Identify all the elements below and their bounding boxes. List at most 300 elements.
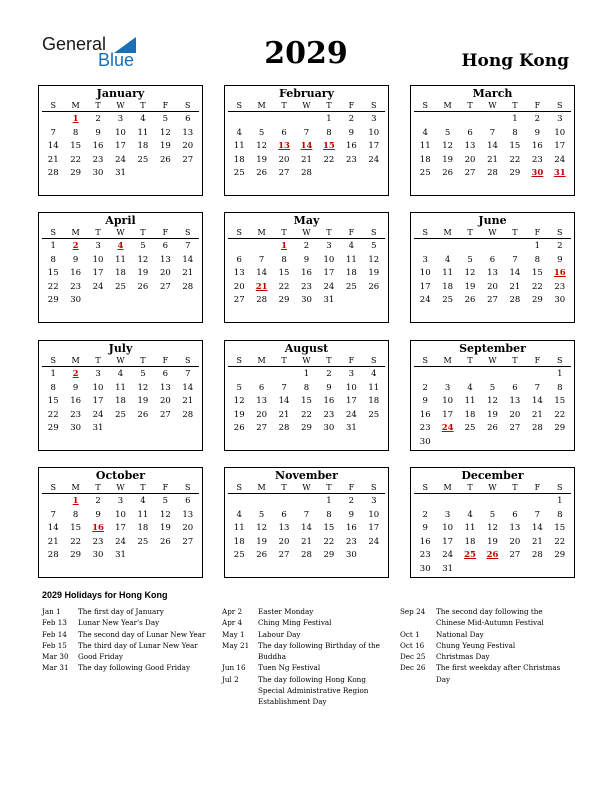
day-cell: 17 — [92, 268, 104, 279]
day-cell: 8 — [281, 254, 287, 265]
day-cell: 16 — [92, 141, 104, 152]
day-cell: 6 — [489, 254, 496, 265]
day-cell: 28 — [531, 550, 543, 561]
day-cell: 15 — [278, 268, 290, 279]
day-grid — [42, 495, 199, 563]
day-cell: 3 — [444, 509, 451, 520]
weekday-label: S — [50, 483, 56, 492]
day-cell: 6 — [162, 241, 169, 251]
day-cell: 4 — [467, 382, 473, 393]
day-cell: 10 — [554, 127, 566, 138]
day-cell: 1 — [326, 496, 332, 506]
day-cell: 19 — [487, 536, 498, 547]
weekday-label: T — [281, 228, 287, 237]
weekday-label: S — [50, 356, 56, 365]
weekday-label: F — [348, 356, 355, 365]
holiday-day-cell: 1 — [72, 496, 79, 506]
holiday-day-cell: 24 — [441, 423, 454, 434]
day-cell: 13 — [464, 141, 476, 152]
day-cell: 28 — [301, 550, 312, 561]
day-cell: 29 — [47, 423, 59, 434]
day-cell: 23 — [70, 409, 82, 420]
day-blank — [459, 495, 481, 509]
day-cell: 20 — [233, 281, 245, 292]
day-cell: 25 — [419, 168, 431, 179]
day-cell: 18 — [368, 396, 380, 407]
holiday-day-cell: 1 — [72, 114, 79, 124]
day-cell: 1 — [50, 241, 56, 251]
day-cell: 12 — [137, 254, 149, 265]
day-cell: 22 — [70, 536, 82, 547]
day-cell: 10 — [368, 509, 380, 520]
day-cell: 1 — [326, 114, 332, 124]
weekday-label: T — [512, 356, 518, 365]
weekday-label: M — [257, 356, 266, 365]
day-cell: 18 — [464, 409, 476, 420]
day-cell: 8 — [72, 509, 79, 520]
day-cell: 4 — [348, 241, 355, 251]
day-cell: 15 — [301, 396, 312, 407]
weekday-label: S — [185, 356, 191, 365]
day-cell: 8 — [50, 382, 56, 393]
weekday-label: T — [512, 228, 518, 237]
day-cell: 2 — [348, 496, 355, 506]
day-cell: 4 — [236, 509, 242, 520]
day-cell: 30 — [92, 550, 104, 561]
day-cell: 29 — [531, 295, 543, 306]
day-cell: 19 — [256, 536, 268, 547]
day-cell: 10 — [442, 523, 454, 534]
month-title: December — [461, 469, 524, 482]
day-cell: 29 — [554, 423, 566, 434]
day-cell: 31 — [442, 563, 454, 574]
weekday-label: S — [185, 483, 191, 492]
weekday-label: M — [71, 356, 80, 365]
month-march — [410, 85, 575, 196]
weekday-label: S — [236, 483, 242, 492]
day-cell: 15 — [70, 523, 82, 534]
day-cell: 9 — [72, 382, 79, 393]
day-cell: 16 — [70, 396, 82, 407]
day-blank — [414, 240, 436, 254]
day-cell: 20 — [278, 154, 290, 165]
weekday-label: S — [557, 483, 563, 492]
day-cell: 26 — [464, 295, 476, 306]
holiday-date: Sep 24 — [400, 607, 426, 616]
day-cell: 15 — [323, 523, 335, 534]
day-cell: 3 — [95, 369, 101, 379]
day-cell: 14 — [182, 382, 194, 393]
day-cell: 21 — [301, 536, 312, 547]
weekday-label: W — [488, 101, 497, 110]
day-cell: 21 — [509, 281, 521, 292]
weekday-label: T — [326, 483, 332, 492]
month-title: March — [472, 87, 513, 100]
weekday-label: T — [467, 483, 473, 492]
holiday-entry — [42, 617, 214, 628]
day-blank — [295, 495, 317, 509]
weekday-label: W — [302, 101, 311, 110]
day-cell: 11 — [345, 254, 357, 265]
holiday-entry — [42, 640, 214, 651]
day-cell: 24 — [554, 154, 566, 165]
day-grid — [414, 368, 571, 450]
holiday-date: Feb 15 — [42, 640, 67, 650]
holiday-name: Tuen Ng Festival — [258, 663, 321, 673]
day-cell: 14 — [278, 396, 290, 407]
day-cell: 16 — [345, 141, 357, 152]
holiday-day-cell: 26 — [486, 550, 499, 561]
day-cell: 21 — [182, 268, 194, 279]
weekday-label: M — [443, 228, 452, 237]
day-cell: 11 — [368, 382, 380, 393]
weekday-header — [228, 227, 385, 239]
day-cell: 7 — [281, 382, 287, 393]
day-cell: 17 — [345, 396, 357, 407]
day-grid — [414, 240, 571, 308]
day-cell: 19 — [442, 154, 454, 165]
weekday-label: S — [422, 483, 428, 492]
day-cell: 5 — [371, 241, 377, 251]
day-cell: 16 — [419, 409, 431, 420]
weekday-label: S — [50, 228, 56, 237]
holiday-name: The day following Hong Kong Special Administrative Region Establishment Day — [258, 674, 369, 707]
day-cell: 1 — [557, 369, 563, 379]
holiday-day-cell: 14 — [300, 141, 313, 152]
day-cell: 17 — [554, 141, 566, 152]
day-cell: 5 — [162, 496, 169, 506]
day-cell: 12 — [487, 396, 498, 407]
day-cell: 5 — [258, 127, 265, 138]
day-cell: 26 — [256, 168, 268, 179]
day-cell: 25 — [368, 409, 380, 420]
holiday-day-cell: 2 — [72, 369, 79, 379]
holiday-name: The first day of January — [78, 607, 164, 616]
weekday-label: S — [236, 228, 242, 237]
day-cell: 9 — [326, 382, 332, 393]
day-cell: 23 — [419, 550, 431, 561]
day-cell: 7 — [534, 509, 541, 520]
day-cell: 13 — [159, 254, 171, 265]
day-cell: 28 — [47, 168, 59, 179]
day-cell: 18 — [419, 154, 431, 165]
weekday-label: F — [348, 101, 355, 110]
holiday-entry — [42, 662, 214, 673]
weekday-label: T — [140, 356, 146, 365]
day-cell: 13 — [256, 396, 268, 407]
day-cell: 26 — [137, 281, 149, 292]
day-cell: 9 — [72, 254, 79, 265]
holiday-entry — [400, 606, 570, 629]
weekday-header — [228, 355, 385, 367]
day-cell: 12 — [256, 141, 268, 152]
day-cell: 9 — [95, 509, 101, 520]
day-cell: 19 — [159, 141, 171, 152]
holiday-day-cell: 4 — [117, 241, 124, 251]
day-cell: 26 — [159, 154, 171, 165]
day-cell: 25 — [137, 536, 149, 547]
weekday-label: T — [281, 483, 287, 492]
day-cell: 28 — [256, 295, 268, 306]
weekday-label: T — [95, 483, 101, 492]
day-cell: 2 — [557, 241, 563, 251]
day-cell: 14 — [182, 254, 194, 265]
weekday-label: S — [185, 101, 191, 110]
day-blank — [504, 240, 526, 254]
holiday-name: Lunar New Year's Day — [78, 618, 160, 628]
holiday-date: Feb 13 — [42, 618, 67, 628]
day-cell: 8 — [557, 382, 563, 393]
holiday-day-cell: 30 — [531, 168, 544, 179]
holiday-entry — [222, 617, 392, 628]
weekday-label: F — [348, 483, 355, 492]
weekday-label: S — [557, 101, 563, 110]
day-cell: 4 — [140, 496, 146, 506]
day-cell: 21 — [278, 409, 290, 420]
day-cell: 17 — [419, 281, 431, 292]
weekday-label: S — [371, 356, 377, 365]
day-cell: 21 — [487, 154, 498, 165]
weekday-label: T — [140, 101, 146, 110]
day-cell: 18 — [464, 536, 476, 547]
day-cell: 9 — [95, 127, 101, 138]
day-cell: 30 — [345, 550, 357, 561]
day-cell: 18 — [233, 536, 245, 547]
day-cell: 19 — [137, 268, 149, 279]
day-cell: 12 — [233, 396, 245, 407]
day-cell: 11 — [442, 268, 454, 279]
weekday-header — [42, 482, 199, 494]
day-cell: 5 — [236, 382, 242, 393]
weekday-label: S — [557, 356, 563, 365]
day-blank — [481, 113, 503, 127]
day-cell: 6 — [281, 509, 287, 520]
logo-general-text: General — [42, 34, 107, 54]
day-cell: 21 — [47, 536, 59, 547]
day-blank — [436, 495, 458, 509]
day-cell: 19 — [137, 396, 149, 407]
day-cell: 3 — [95, 241, 101, 251]
day-cell: 22 — [301, 409, 312, 420]
weekday-label: W — [302, 356, 311, 365]
day-cell: 14 — [301, 523, 312, 534]
holiday-name: The first weekday after Christmas Day — [436, 663, 561, 684]
day-cell: 28 — [531, 423, 543, 434]
day-blank — [42, 113, 64, 127]
day-cell: 26 — [256, 550, 268, 561]
day-cell: 11 — [115, 254, 126, 265]
day-cell: 22 — [554, 536, 566, 547]
day-cell: 15 — [509, 141, 521, 152]
month-title: February — [278, 87, 334, 100]
day-cell: 28 — [301, 168, 312, 179]
holiday-day-cell: 31 — [553, 168, 566, 179]
month-june — [410, 212, 575, 323]
day-cell: 17 — [442, 536, 454, 547]
day-blank — [526, 495, 548, 509]
day-cell: 7 — [303, 127, 310, 138]
day-cell: 6 — [512, 509, 518, 520]
day-blank — [42, 495, 64, 509]
weekday-label: S — [422, 228, 428, 237]
day-cell: 3 — [117, 496, 124, 506]
day-blank — [459, 368, 481, 382]
day-cell: 27 — [233, 295, 245, 306]
day-cell: 27 — [487, 295, 498, 306]
day-cell: 27 — [509, 550, 521, 561]
weekday-label: F — [162, 483, 169, 492]
weekday-label: T — [95, 356, 101, 365]
holiday-name: The day following Birthday of the Buddha — [258, 640, 380, 662]
day-cell: 22 — [70, 154, 82, 165]
day-cell: 2 — [348, 114, 355, 124]
weekday-label: M — [257, 483, 266, 492]
day-cell: 28 — [182, 409, 194, 420]
day-cell: 25 — [233, 168, 245, 179]
day-cell: 8 — [326, 509, 332, 520]
weekday-label: S — [422, 101, 428, 110]
weekday-header — [228, 100, 385, 112]
holiday-date: Feb 14 — [42, 629, 67, 639]
holiday-name: The second day of Lunar New Year — [78, 629, 206, 639]
weekday-label: T — [326, 356, 332, 365]
day-cell: 10 — [345, 382, 357, 393]
day-blank — [250, 240, 272, 254]
holiday-date: Apr 4 — [222, 618, 243, 628]
day-cell: 29 — [278, 295, 290, 306]
day-cell: 7 — [50, 509, 56, 520]
day-cell: 7 — [185, 369, 191, 379]
day-cell: 17 — [368, 523, 380, 534]
day-cell: 25 — [464, 423, 476, 434]
day-cell: 8 — [326, 127, 332, 138]
day-grid — [228, 113, 385, 181]
day-grid — [414, 113, 571, 181]
day-cell: 30 — [92, 168, 104, 179]
day-cell: 9 — [348, 509, 355, 520]
weekday-header — [414, 100, 571, 112]
day-cell: 5 — [489, 382, 496, 393]
day-cell: 20 — [509, 536, 521, 547]
holiday-date: Mar 30 — [42, 652, 69, 662]
day-cell: 27 — [182, 154, 194, 165]
day-cell: 9 — [557, 254, 563, 265]
day-cell: 24 — [92, 281, 104, 292]
day-cell: 10 — [92, 382, 104, 393]
day-cell: 31 — [92, 423, 104, 434]
day-blank — [414, 368, 436, 382]
holiday-name: Chung Yeung Festival — [436, 640, 516, 650]
weekday-label: M — [257, 228, 266, 237]
day-cell: 18 — [345, 268, 357, 279]
day-cell: 27 — [278, 550, 290, 561]
day-cell: 16 — [70, 268, 82, 279]
holiday-date: Jun 16 — [222, 663, 246, 673]
day-cell: 24 — [442, 550, 454, 561]
day-cell: 25 — [345, 281, 357, 292]
day-cell: 10 — [419, 268, 431, 279]
holiday-name: The third day of Lunar New Year — [78, 640, 198, 650]
day-cell: 22 — [323, 154, 335, 165]
weekday-label: F — [162, 356, 169, 365]
day-blank — [436, 240, 458, 254]
weekday-label: S — [371, 101, 377, 110]
day-cell: 26 — [233, 423, 245, 434]
day-cell: 28 — [509, 295, 521, 306]
holiday-name: Labour Day — [258, 629, 301, 639]
day-cell: 6 — [185, 114, 191, 124]
day-cell: 20 — [159, 268, 171, 279]
day-cell: 26 — [159, 536, 171, 547]
day-cell: 10 — [442, 396, 454, 407]
day-cell: 2 — [95, 114, 101, 124]
holiday-day-cell: 16 — [92, 523, 104, 534]
day-cell: 5 — [258, 509, 265, 520]
month-title: July — [108, 342, 133, 355]
day-cell: 30 — [419, 436, 431, 447]
day-grid — [228, 495, 385, 563]
day-cell: 22 — [47, 281, 59, 292]
holiday-name: The day following Good Friday — [78, 663, 191, 673]
weekday-label: S — [371, 483, 377, 492]
day-cell: 23 — [92, 536, 104, 547]
holiday-list-column-3 — [400, 606, 570, 685]
day-cell: 27 — [256, 423, 268, 434]
day-blank — [273, 495, 295, 509]
holiday-day-cell: 25 — [464, 550, 476, 561]
holiday-list-column-2 — [222, 606, 392, 708]
day-cell: 31 — [323, 295, 335, 306]
weekday-label: W — [116, 356, 125, 365]
weekday-label: F — [162, 228, 169, 237]
day-blank — [250, 113, 272, 127]
month-title: January — [96, 87, 145, 100]
day-cell: 15 — [554, 523, 566, 534]
day-cell: 18 — [115, 268, 126, 279]
weekday-label: T — [95, 101, 101, 110]
day-cell: 18 — [137, 523, 149, 534]
day-cell: 7 — [185, 241, 191, 251]
weekday-label: S — [236, 101, 242, 110]
holiday-date: May 21 — [222, 640, 250, 650]
day-cell: 23 — [323, 409, 335, 420]
day-cell: 27 — [159, 409, 171, 420]
day-cell: 12 — [464, 268, 476, 279]
day-cell: 3 — [371, 496, 377, 506]
day-cell: 13 — [509, 396, 521, 407]
day-cell: 30 — [419, 563, 431, 574]
holiday-entry — [222, 629, 392, 640]
day-cell: 22 — [554, 409, 566, 420]
day-cell: 26 — [442, 168, 454, 179]
day-cell: 18 — [442, 281, 454, 292]
day-cell: 3 — [422, 254, 428, 265]
day-blank — [273, 113, 295, 127]
day-cell: 29 — [47, 295, 59, 306]
weekday-header — [414, 355, 571, 367]
holiday-date: May 1 — [222, 629, 245, 639]
day-cell: 2 — [534, 114, 541, 124]
weekday-header — [414, 227, 571, 239]
day-cell: 21 — [182, 396, 194, 407]
month-title: November — [275, 469, 338, 482]
day-cell: 31 — [345, 423, 357, 434]
day-cell: 23 — [554, 281, 566, 292]
day-cell: 13 — [278, 523, 290, 534]
day-cell: 7 — [489, 127, 496, 138]
weekday-label: W — [302, 228, 311, 237]
weekday-label: W — [116, 228, 125, 237]
